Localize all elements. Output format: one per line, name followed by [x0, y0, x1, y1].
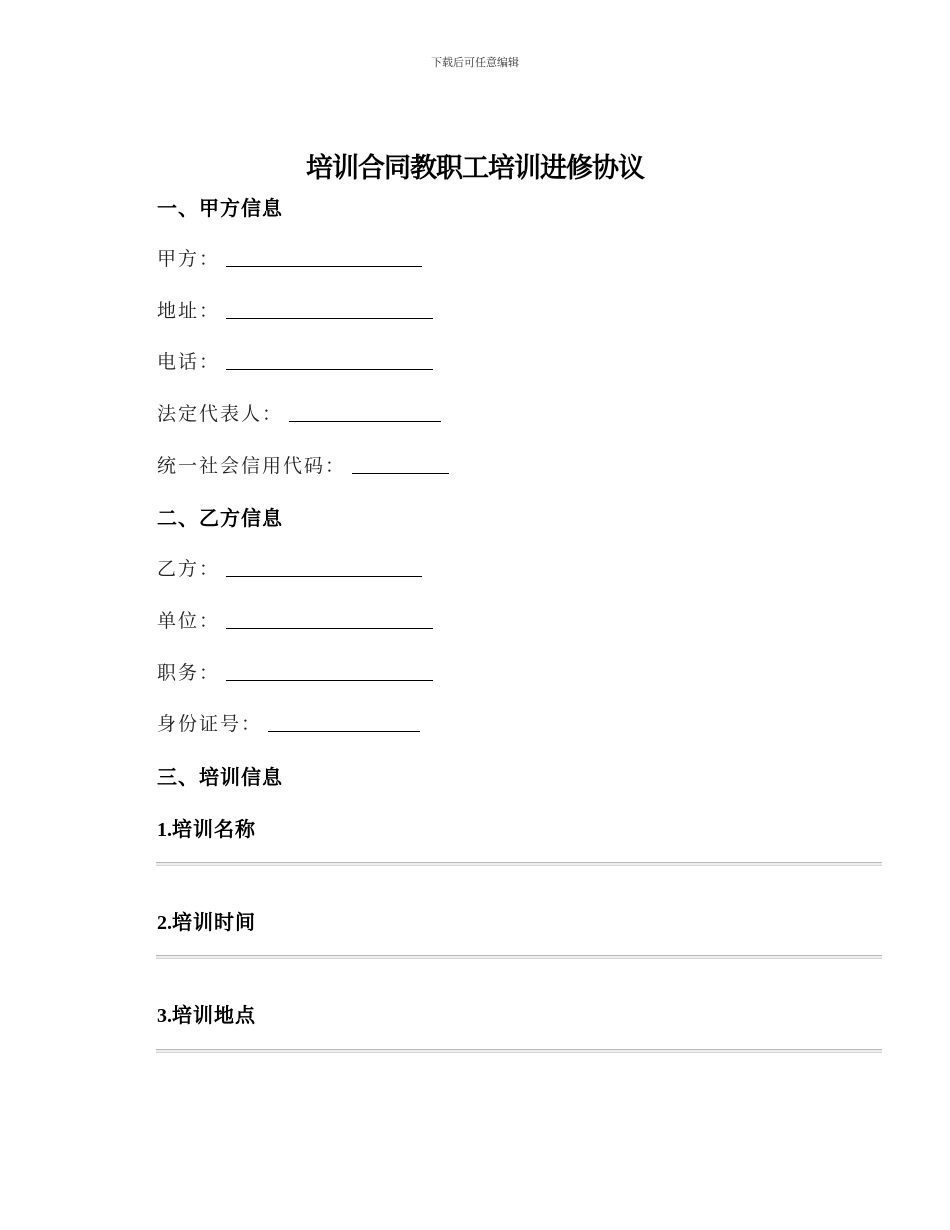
field-label: 甲方： [157, 248, 221, 270]
fill-in-blank[interactable] [268, 713, 420, 732]
field-label: 单位： [157, 610, 221, 632]
fill-in-blank[interactable] [226, 558, 422, 577]
section-heading-party-a: 一、甲方信息 [157, 196, 283, 220]
horizontal-rule [156, 955, 882, 959]
fill-in-blank[interactable] [226, 248, 422, 267]
field-label: 身份证号： [157, 713, 263, 735]
item-number: 2. [157, 912, 172, 934]
item-number: 1. [157, 819, 172, 841]
field-party-b-name [157, 554, 422, 581]
fill-in-blank[interactable] [226, 300, 433, 319]
item-label: 培训时间 [172, 910, 256, 934]
fill-in-blank[interactable] [352, 455, 449, 474]
field-party-a-name [157, 244, 422, 271]
page-header-note: 下载后可任意编辑 [431, 56, 519, 69]
field-label: 法定代表人： [157, 403, 284, 425]
item-label: 培训地点 [172, 1003, 256, 1027]
document-title: 培训合同教职工培训进修协议 [306, 153, 644, 184]
fill-in-blank[interactable] [226, 662, 433, 681]
item-label: 培训名称 [172, 817, 256, 841]
field-label: 乙方： [157, 558, 221, 580]
fill-in-blank[interactable] [289, 403, 441, 422]
horizontal-rule [156, 862, 882, 866]
section-heading-party-b: 二、乙方信息 [157, 506, 283, 530]
field-party-a-phone [157, 347, 433, 374]
field-party-b-position [157, 658, 433, 685]
fill-in-blank[interactable] [226, 610, 433, 629]
field-label: 地址： [157, 300, 221, 322]
field-label: 统一社会信用代码： [157, 455, 347, 477]
field-party-b-id-number [157, 709, 420, 736]
item-number: 3. [157, 1005, 172, 1027]
fill-in-blank[interactable] [226, 351, 433, 370]
field-label: 职务： [157, 662, 221, 684]
sub-heading-training-name [157, 813, 256, 842]
field-label: 电话： [157, 351, 221, 373]
field-party-a-legal-representative [157, 399, 441, 426]
sub-heading-training-time [157, 906, 256, 935]
sub-heading-training-location [157, 999, 256, 1028]
section-heading-training: 三、培训信息 [157, 765, 283, 789]
horizontal-rule [156, 1049, 882, 1053]
field-party-a-address [157, 296, 433, 323]
field-party-a-credit-code [157, 451, 449, 478]
field-party-b-organization [157, 606, 433, 633]
